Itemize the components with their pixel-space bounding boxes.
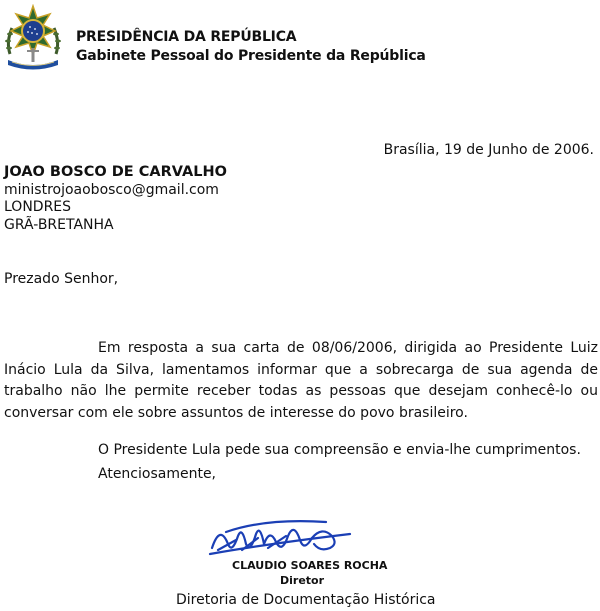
letterhead	[76, 28, 426, 66]
recipient-block	[4, 164, 227, 234]
letter-body: Em resposta a sua carta de 08/06/2006, dirigida ao Presidente Luiz Inácio Lula da Silva, lamentamos informar que a sobrecarga de sua agenda de trabalho não lhe permite receber todas as pessoas que desejam conhecê-lo ou conversar com ele sobre assuntos de interesse do povo brasileiro.	[4, 340, 598, 421]
closing-sentence: O Presidente Lula pede sua compreensão e envia-lhe cumprimentos.	[98, 442, 581, 458]
coat-of-arms-emblem	[2, 4, 64, 72]
signatory-department: Diretoria de Documentação Histórica	[176, 592, 436, 608]
valediction: Atenciosamente,	[98, 466, 217, 482]
salutation: Prezado Senhor,	[4, 271, 119, 287]
recipient-city: LONDRES	[4, 199, 72, 215]
handwritten-signature	[206, 514, 354, 560]
signatory-title: Diretor	[280, 574, 325, 587]
recipient-name: JOAO BOSCO DE CARVALHO	[4, 164, 227, 180]
recipient-country: GRÃ-BRETANHA	[4, 216, 114, 233]
org-office: Gabinete Pessoal do Presidente da República	[76, 48, 426, 64]
letter-date: Brasília, 19 de Junho de 2006.	[383, 142, 594, 158]
signatory-name: CLAUDIO SOARES ROCHA	[232, 559, 388, 572]
recipient-email: ministrojoaobosco@gmail.com	[4, 181, 219, 198]
org-name: PRESIDÊNCIA DA REPÚBLICA	[76, 29, 297, 45]
